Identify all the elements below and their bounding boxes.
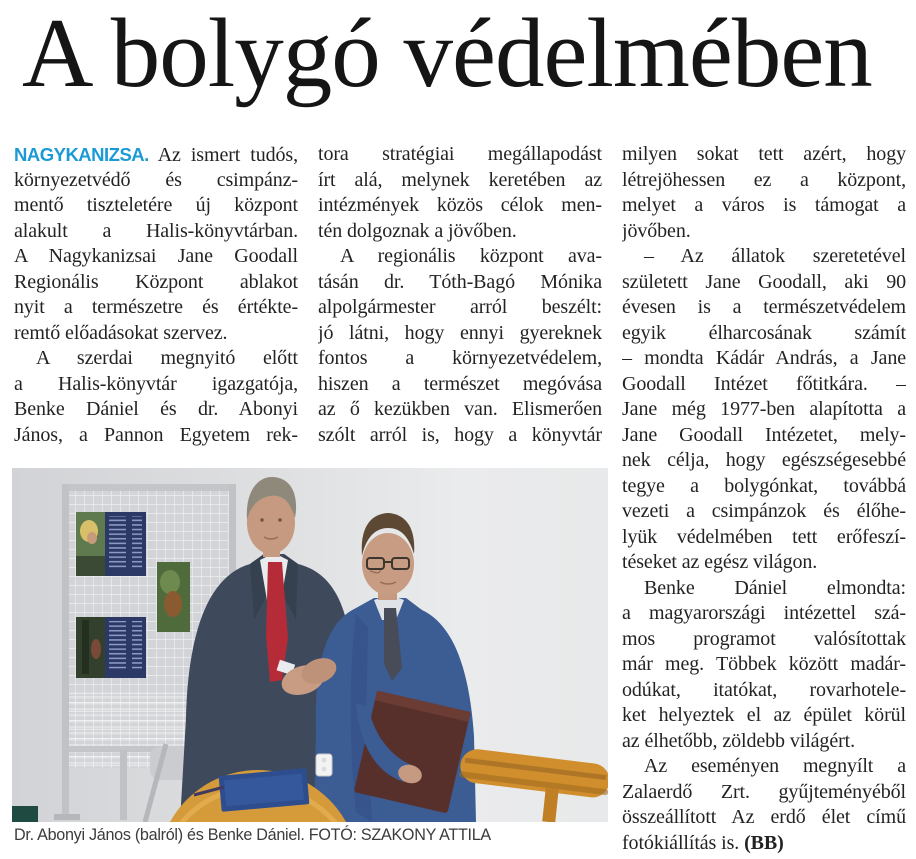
article-headline: A bolygó védelmében: [22, 0, 872, 108]
article-line: tora stratégiai megállapodást: [318, 143, 602, 165]
article-line: fotókiállítás is. (BB): [622, 831, 784, 854]
article-line: nek célja, hogy egészségesebbé: [622, 449, 906, 471]
article-line: Regionális Központ ablakot: [14, 270, 298, 293]
article-column-3: [622, 142, 906, 856]
photo-illustration: [12, 468, 608, 822]
photo-caption-text: Dr. Abonyi János (balról) és Benke Dániel.: [14, 825, 305, 844]
article-line: egyik élharcosának számít: [622, 321, 906, 344]
exhibit-poster-top: [76, 512, 146, 576]
blue-folder: [219, 768, 310, 812]
article-line: az ő kezükben van. Elismerően: [318, 398, 602, 420]
article-line: NAGYKANIZSA. Az ismert tudós,: [14, 144, 298, 166]
article-line: tegye a bolygónkat, továbbá: [622, 474, 906, 497]
photo-caption: [14, 825, 584, 845]
article-line: szólt arról is, hogy a könyvtár: [318, 423, 602, 446]
article-line: összeállított Az erdő élet című: [622, 806, 906, 828]
article-line: Benke Dániel elmondta:: [644, 576, 906, 599]
article-line: tén dolgoznak a jövőben.: [318, 219, 517, 242]
location-tag: NAGYKANIZSA.: [14, 144, 149, 165]
article-line: tásán dr. Tóth-Bagó Mónika: [318, 270, 602, 293]
article-line: vezeti a csimpánzok és élőhe-: [622, 500, 906, 522]
article-line: Benke Dániel és dr. Abonyi: [14, 398, 298, 420]
article-line: Az eseményen megnyílt a: [644, 755, 906, 777]
article-line: ket helyeztek el az épület körül: [622, 704, 906, 726]
article-line: A regionális központ ava-: [340, 245, 602, 267]
article-line: az élhetőbb, zöldebb világért.: [622, 729, 856, 752]
article-line: hiszen a természet megóvása: [318, 372, 602, 395]
article-line: intézmények közös célok men-: [318, 194, 602, 216]
article-line: Jane még 1977-ben alapította a: [622, 398, 906, 420]
article-line: lyük védelmében tett erőfeszí-: [622, 525, 906, 548]
article-line: A Nagykanizsai Jane Goodall: [14, 245, 298, 267]
article-line: Jane Goodall Intézetet, mely-: [622, 423, 906, 446]
article-line: nyit a természetre és értékte-: [14, 296, 298, 318]
article-line: téseket az egész világon.: [622, 551, 818, 573]
article-line: a Halis-könyvtár igazgatója,: [14, 372, 298, 395]
article-line: fontos a környezetvédelem,: [318, 347, 602, 369]
article-photo: [12, 468, 608, 822]
article-column-1: [14, 142, 298, 448]
exhibit-poster-bottom: [76, 617, 146, 678]
article-line: odúkat, itatókat, rovarhotele-: [622, 678, 906, 701]
article-line: Zalaerdő Zrt. gyűjteményéből: [622, 780, 906, 803]
article-column-2: [318, 142, 602, 448]
photo-credit: FOTÓ: SZAKONY ATTILA: [308, 825, 491, 844]
article-line: alpolgármester arról beszélt:: [318, 296, 602, 318]
exhibit-photo-green: [157, 562, 190, 632]
article-line: melyet a város is támogat a: [622, 194, 906, 216]
article-line: környezetvédő és csimpánz-: [14, 168, 298, 191]
article-line: létrejöhessen ez a központ,: [622, 168, 906, 191]
article-line: Goodall Intézet főtitkára. –: [622, 372, 906, 395]
article-line: A szerdai megnyitó előtt: [36, 347, 298, 369]
article-line: jövőben.: [622, 219, 691, 242]
article-line: már meg. Többek között madár-: [622, 653, 906, 675]
article-line: a magyarországi intézettel szá-: [622, 602, 906, 624]
article-line: született Jane Goodall, aki 90: [622, 270, 906, 293]
article-line: remtő előadásokat szervez.: [14, 321, 228, 344]
article-line: évesen is a természetvédelem: [622, 296, 906, 318]
article-line: milyen sokat tett azért, hogy: [622, 143, 906, 165]
article-line: – mondta Kádár András, a Jane: [622, 347, 906, 369]
teal-furniture-strip: [12, 806, 38, 822]
article-line: mentő tiszteletére új központ: [14, 194, 298, 216]
article-line: írt alá, melynek keretében az: [318, 168, 602, 191]
article-line: jó látni, hogy ennyi gyereknek: [318, 321, 602, 344]
wall-outlet: [316, 754, 332, 776]
author-initials: (BB): [744, 831, 784, 854]
article-line: János, a Pannon Egyetem rek-: [14, 423, 298, 446]
article-line: mos programot valósítottak: [622, 627, 906, 650]
article-line: – Az állatok szeretetével: [644, 245, 906, 267]
article-line: alakult a Halis-könyvtárban.: [14, 219, 298, 242]
